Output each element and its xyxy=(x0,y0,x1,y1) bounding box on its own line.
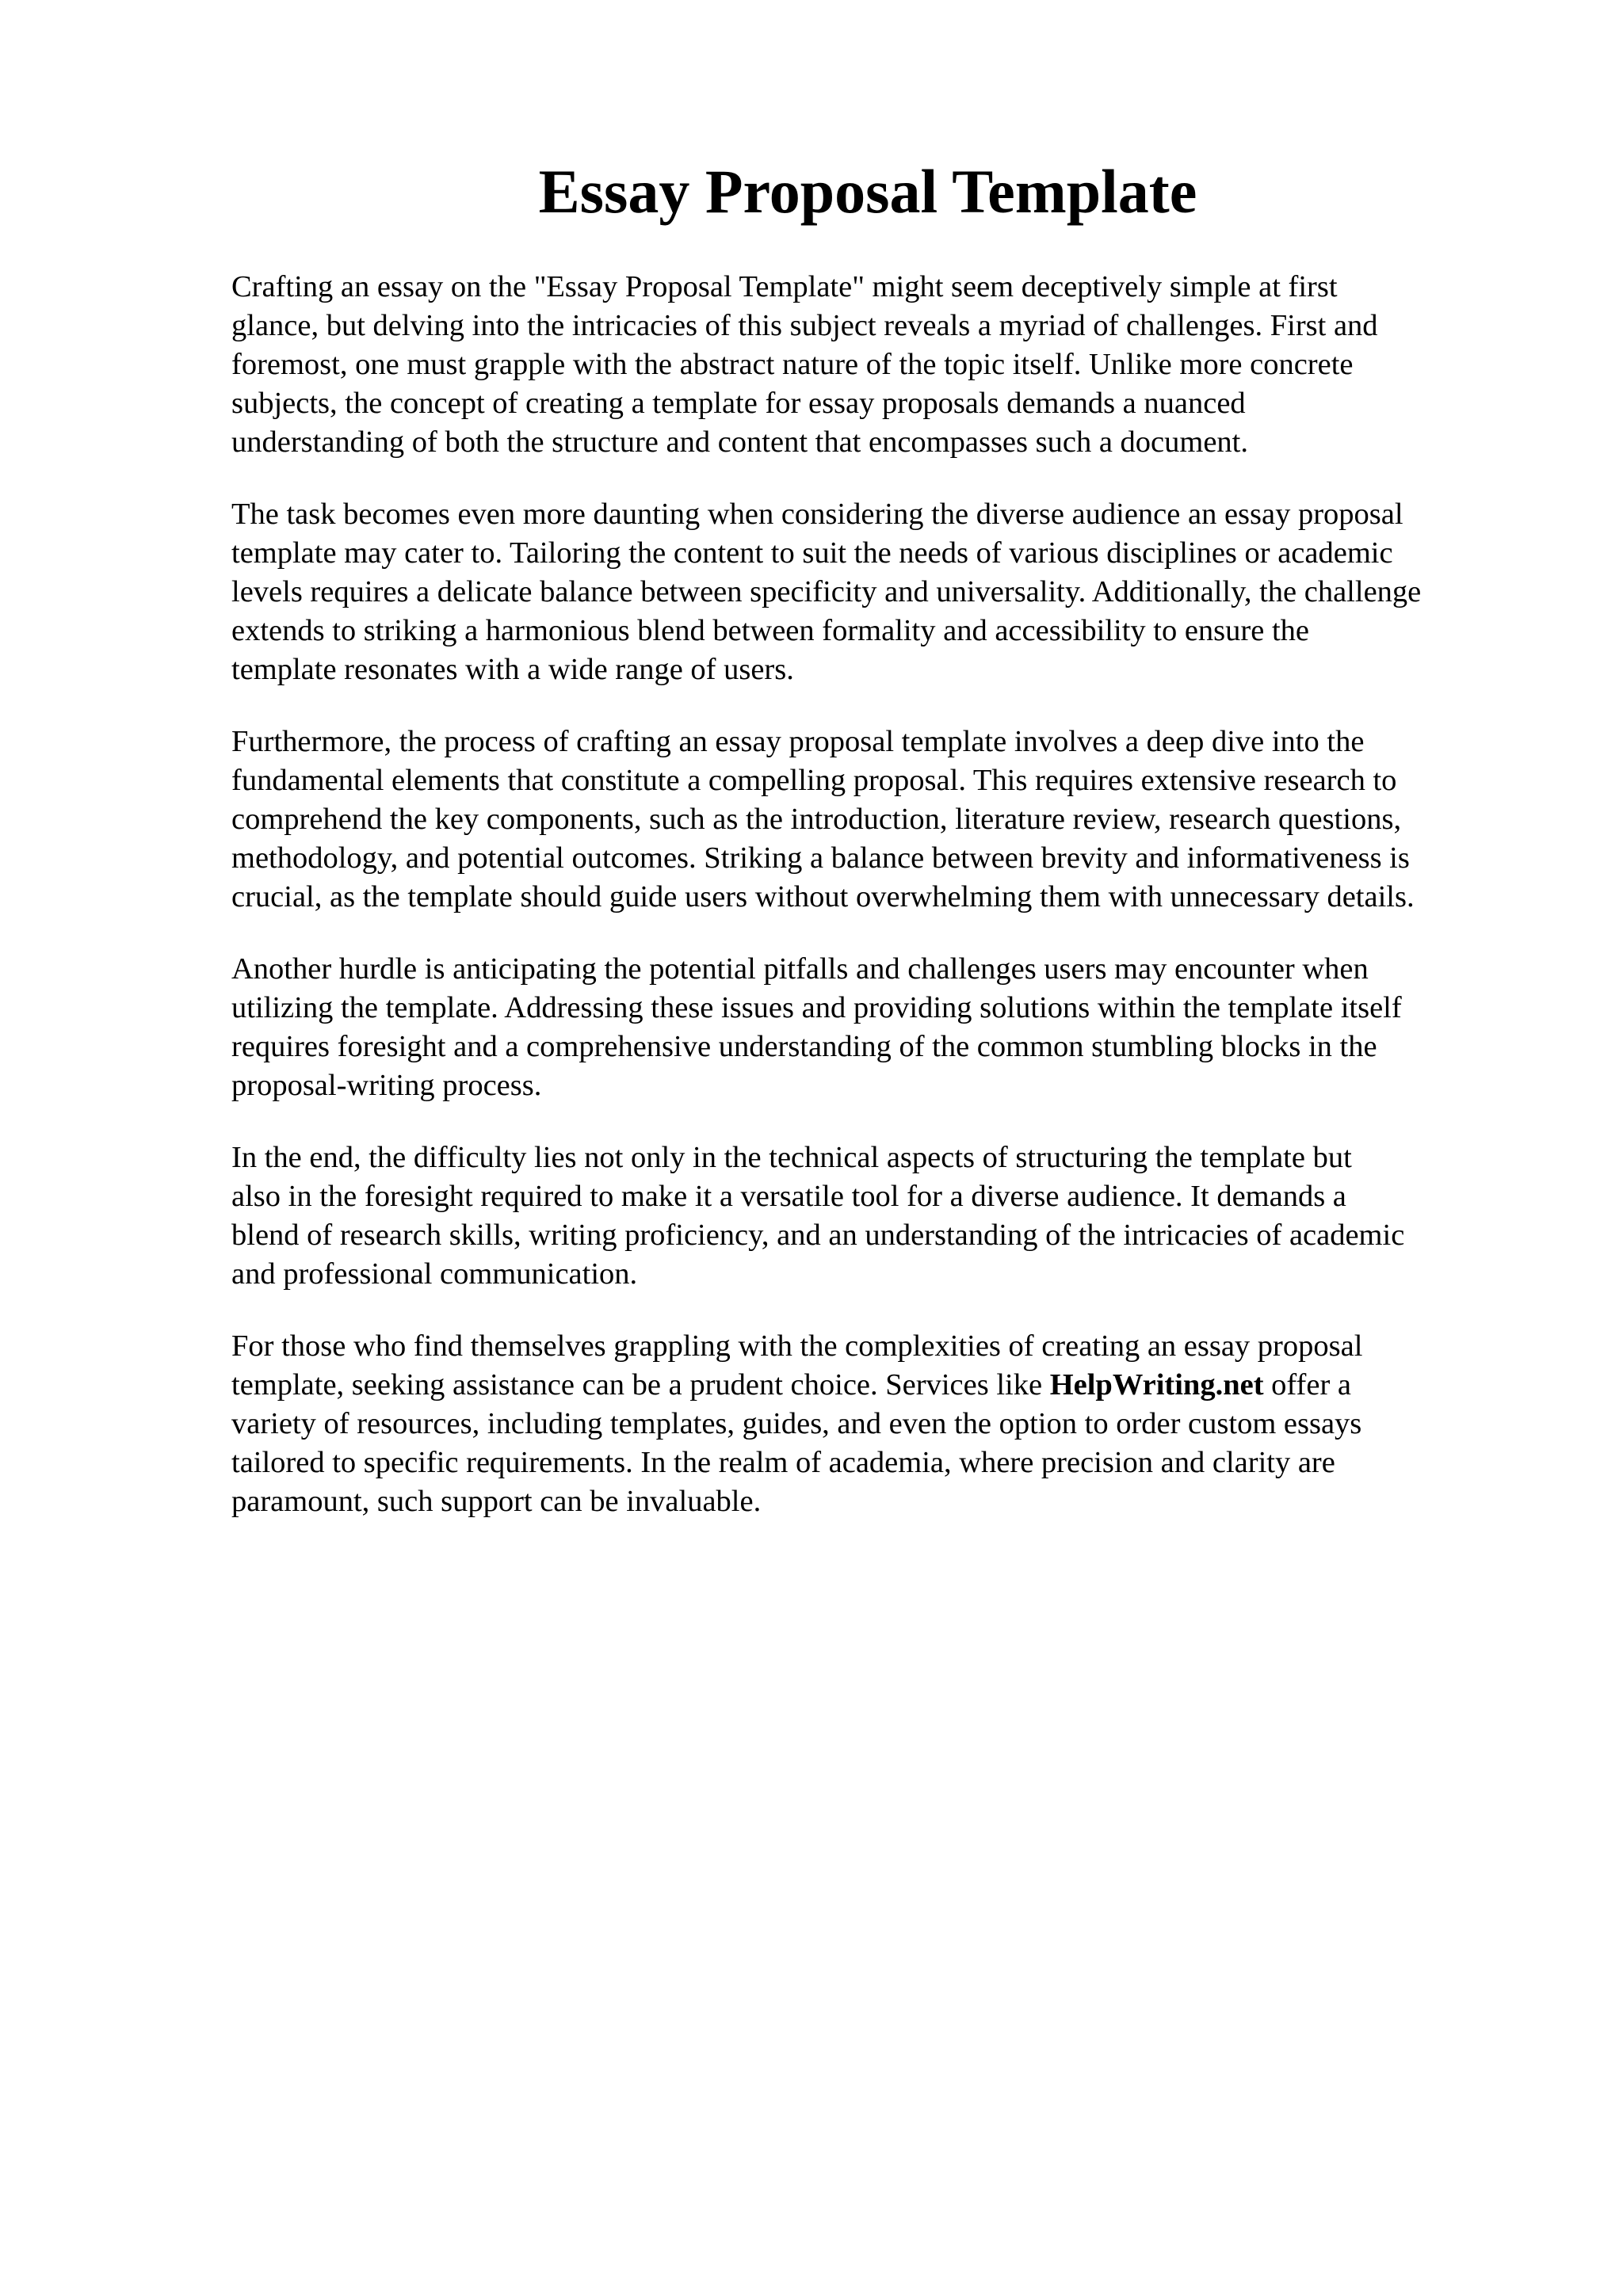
helpwriting-brand-name: HelpWriting.net xyxy=(1049,1368,1264,1402)
text-line: foremost, one must grapple with the abstract nature of the topic itself. Unlike more concrete xyxy=(231,348,1354,381)
text-line: extends to striking a harmonious blend between formality and accessibility to ensure the xyxy=(231,614,1309,647)
paragraph-1 xyxy=(231,268,1531,462)
text-line: understanding of both the structure and content that encompasses such a document. xyxy=(231,425,1248,459)
text-line: requires foresight and a comprehensive understanding of the common stumbling blocks in the xyxy=(231,1030,1377,1063)
text-line: also in the foresight required to make it a versatile tool for a diverse audience. It demands a xyxy=(231,1180,1346,1213)
text-line: utilizing the template. Addressing these issues and providing solutions within the template itself xyxy=(231,991,1402,1024)
text-segment: template, seeking assistance can be a prudent choice. Services like xyxy=(231,1368,1050,1402)
text-line: fundamental elements that constitute a compelling proposal. This requires extensive research to xyxy=(231,764,1397,797)
paragraph-5 xyxy=(231,1138,1531,1294)
text-line: template may cater to. Tailoring the content to suit the needs of various disciplines or academic xyxy=(231,536,1393,570)
text-line: template resonates with a wide range of users. xyxy=(231,653,794,686)
document-body xyxy=(231,268,1531,1554)
text-line: The task becomes even more daunting when considering the diverse audience an essay proposal xyxy=(231,498,1403,531)
paragraph-2 xyxy=(231,495,1531,689)
text-line: paramount, such support can be invaluable. xyxy=(231,1485,762,1518)
text-line: blend of research skills, writing proficiency, and an understanding of the intricacies of academic xyxy=(231,1219,1405,1252)
text-line: glance, but delving into the intricacies of this subject reveals a myriad of challenges. First and xyxy=(231,309,1378,342)
text-line: subjects, the concept of creating a template for essay proposals demands a nuanced xyxy=(231,387,1246,420)
text-line: In the end, the difficulty lies not only in the technical aspects of structuring the template but xyxy=(231,1141,1352,1174)
text-line: tailored to specific requirements. In the realm of academia, where precision and clarity are xyxy=(231,1446,1335,1479)
paragraph-6 xyxy=(231,1327,1531,1521)
text-line: Crafting an essay on the "Essay Proposal Template" might seem deceptively simple at first xyxy=(231,270,1338,303)
text-line-with-link xyxy=(231,1366,1531,1405)
paragraph-4 xyxy=(231,950,1531,1105)
text-line: For those who find themselves grappling with the complexities of creating an essay proposal xyxy=(231,1329,1363,1363)
text-line: variety of resources, including templates, guides, and even the option to order custom essays xyxy=(231,1407,1362,1440)
paragraph-3 xyxy=(231,723,1531,917)
text-segment: offer a xyxy=(1263,1368,1351,1402)
text-line: comprehend the key components, such as the introduction, literature review, research questions, xyxy=(231,803,1402,836)
text-line: levels requires a delicate balance between specificity and universality. Additionally, the challenge xyxy=(231,575,1422,608)
text-line: proposal-writing process. xyxy=(231,1069,542,1102)
text-line: methodology, and potential outcomes. Striking a balance between brevity and informativeness is xyxy=(231,841,1410,875)
page-title: Essay Proposal Template xyxy=(538,157,1197,226)
text-line: Furthermore, the process of crafting an essay proposal template involves a deep dive into the xyxy=(231,725,1365,758)
text-line: crucial, as the template should guide users without overwhelming them with unnecessary details. xyxy=(231,880,1415,913)
text-line: and professional communication. xyxy=(231,1257,638,1291)
text-line: Another hurdle is anticipating the potential pitfalls and challenges users may encounter when xyxy=(231,952,1369,986)
